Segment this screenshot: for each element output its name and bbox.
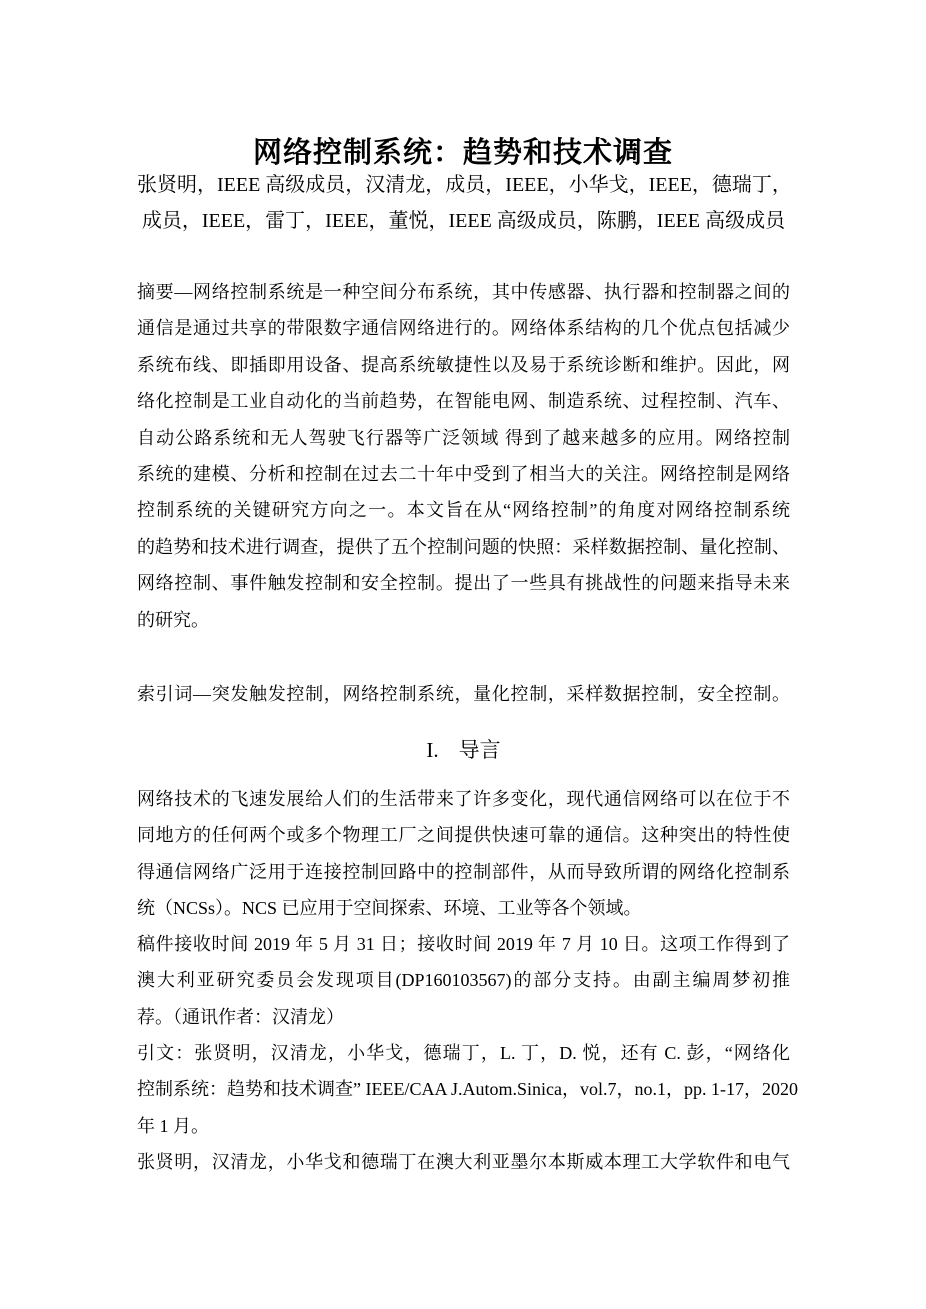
section-heading-introduction bbox=[137, 735, 790, 765]
affiliation-note bbox=[137, 1144, 790, 1180]
text-line: 系统布线、即插即用设备、提高系统敏捷性以及易于系统诊断和维护。因此，网 bbox=[137, 354, 790, 375]
text-line: 同地方的任何两个或多个物理工厂之间提供快速可靠的通信。这种突出的特性使 bbox=[137, 825, 790, 846]
text-line: 控制系统的关键研究方向之一。本文旨在从“网络控制”的角度对网络控制系统 bbox=[137, 500, 790, 521]
text-line: 稿件接收时间 2019 年 5 月 31 日；接收时间 2019 年 7 月 10 日。这项工作得到了 bbox=[137, 934, 790, 955]
paper-title: 网络控制系统：趋势和技术调查 bbox=[252, 137, 673, 170]
text-line: 系统的建模、分析和控制在过去二十年中受到了相当大的关注。网络控制是网络 bbox=[137, 464, 790, 485]
abstract-paragraph bbox=[137, 274, 790, 638]
text-line: 统（NCSs）。NCS 已应用于空间探索、环境、工业等各个领域。 bbox=[137, 897, 642, 918]
text-line: 通信是通过共享的带限数字通信网络进行的。网络体系结构的几个优点包括减少 bbox=[137, 318, 790, 339]
section-title: 导言 bbox=[458, 738, 501, 762]
text-line: 引文：张贤明，汉清龙，小华戈，德瑞丁，L. 丁，D. 悦，还有 C. 彭，“网络化 bbox=[137, 1043, 790, 1064]
text-line: 网络控制、事件触发控制和安全控制。提出了一些具有挑战性的问题来指导未来 bbox=[137, 573, 790, 594]
text-line: 的研究。 bbox=[137, 609, 209, 630]
text-line: 控制系统：趋势和技术调查” IEEE/CAA J.Autom.Sinica，vol.7，no.1，pp. 1-17，2020 bbox=[137, 1079, 798, 1100]
text-line: 澳大利亚研究委员会发现项目(DP160103567)的部分支持。由副主编周梦初推 bbox=[137, 970, 790, 991]
body-column bbox=[137, 781, 798, 1180]
text-line: 的趋势和技术进行调查，提供了五个控制问题的快照：采样数据控制、量化控制、 bbox=[137, 536, 790, 557]
text-line: 张贤明，汉清龙，小华戈和德瑞丁在澳大利亚墨尔本斯威本理工大学软件和电气 bbox=[137, 1151, 790, 1172]
text-line: 成员，IEEE，雷丁，IEEE，董悦，IEEE 高级成员，陈鹏，IEEE 高级成员 bbox=[141, 210, 786, 232]
text-line: 摘要—网络控制系统是一种空间分布系统，其中传感器、执行器和控制器之间的 bbox=[137, 282, 790, 302]
text-line: 得通信网络广泛用于连接控制回路中的控制部件，从而导致所谓的网络化控制系 bbox=[137, 861, 790, 882]
text-line: 荐。（通讯作者：汉清龙） bbox=[137, 1006, 344, 1027]
citation-note bbox=[137, 1035, 798, 1144]
intro-paragraph bbox=[137, 781, 790, 926]
author-list bbox=[137, 167, 790, 239]
text-line: 网络技术的飞速发展给人们的生活带来了许多变化，现代通信网络可以在位于不 bbox=[137, 789, 790, 809]
section-numeral: I. bbox=[426, 738, 439, 762]
text-line: 络化控制是工业自动化的当前趋势，在智能电网、制造系统、过程控制、汽车、 bbox=[137, 391, 790, 412]
text-line: 自动公路系统和无人驾驶飞行器等广泛领域 得到了越来越多的应用。网络控制 bbox=[137, 427, 790, 448]
index-terms bbox=[137, 676, 790, 712]
manuscript-note bbox=[137, 926, 790, 1035]
text-line: 年 1 月。 bbox=[137, 1115, 209, 1136]
text-line: 张贤明，IEEE 高级成员，汉清龙，成员，IEEE，小华戈，IEEE，德瑞丁， bbox=[137, 174, 792, 196]
text-line: 索引词—突发触发控制，网络控制系统，量化控制，采样数据控制，安全控制。 bbox=[137, 684, 790, 704]
